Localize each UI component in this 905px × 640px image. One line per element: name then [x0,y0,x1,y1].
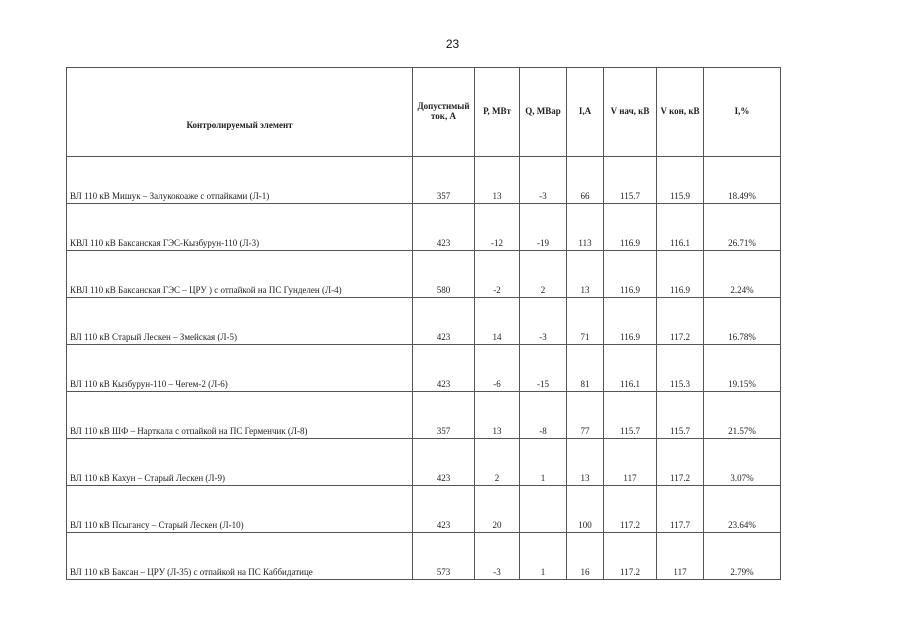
cell-i: 81 [567,345,604,392]
header-v-end: V кон, кВ [657,68,704,157]
cell-p: 13 [475,157,520,204]
cell-i-pct: 26.71% [704,204,781,251]
cell-v-start: 116.9 [604,251,657,298]
cell-v-start: 115.7 [604,157,657,204]
cell-element: ВЛ 110 кВ Баксан – ЦРУ (Л-35) с отпайкой на ПС Каббидатице [67,533,413,580]
cell-v-start: 116.1 [604,345,657,392]
table-row [67,345,781,392]
cell-q: 1 [520,533,567,580]
cell-p: 13 [475,392,520,439]
cell-p: -6 [475,345,520,392]
header-p: Р, МВт [475,68,520,157]
cell-v-end: 117 [657,533,704,580]
cell-q: -19 [520,204,567,251]
table-row [67,204,781,251]
cell-v-end: 117.2 [657,298,704,345]
cell-v-end: 115.3 [657,345,704,392]
cell-i-pct: 16.78% [704,298,781,345]
table-row [67,157,781,204]
cell-q [520,486,567,533]
cell-v-start: 115.7 [604,392,657,439]
cell-element: КВЛ 110 кВ Баксанская ГЭС – ЦРУ ) с отпайкой на ПС Гунделен (Л-4) [67,251,413,298]
cell-i-pct: 3.07% [704,439,781,486]
cell-element: ВЛ 110 кВ ШФ – Нарткала с отпайкой на ПС Герменчик (Л-8) [67,392,413,439]
table-row [67,392,781,439]
cell-i: 13 [567,439,604,486]
cell-allowed-current: 423 [413,486,475,533]
cell-allowed-current: 423 [413,439,475,486]
cell-allowed-current: 423 [413,345,475,392]
cell-v-start: 117 [604,439,657,486]
cell-q: 2 [520,251,567,298]
cell-v-end: 115.7 [657,392,704,439]
table-row [67,486,781,533]
cell-element: КВЛ 110 кВ Баксанская ГЭС-Кызбурун-110 (Л-3) [67,204,413,251]
cell-i-pct: 19.15% [704,345,781,392]
table-header-row [67,68,781,157]
cell-v-start: 117.2 [604,533,657,580]
header-i-pct: I,% [704,68,781,157]
cell-i: 66 [567,157,604,204]
cell-v-start: 116.9 [604,298,657,345]
control-elements-table [66,67,781,580]
cell-element: ВЛ 110 кВ Кызбурун-110 – Чегем-2 (Л-6) [67,345,413,392]
cell-p: -2 [475,251,520,298]
cell-v-end: 116.1 [657,204,704,251]
cell-v-end: 116.9 [657,251,704,298]
cell-q: 1 [520,439,567,486]
cell-v-end: 115.9 [657,157,704,204]
cell-element: ВЛ 110 кВ Мишук – Залукокоаже с отпайками (Л-1) [67,157,413,204]
cell-i: 77 [567,392,604,439]
page-number: 23 [445,37,460,51]
cell-element: ВЛ 110 кВ Псыгансу – Старый Лескен (Л-10) [67,486,413,533]
table-row [67,439,781,486]
cell-i: 113 [567,204,604,251]
cell-i-pct: 18.49% [704,157,781,204]
cell-p: 2 [475,439,520,486]
header-allowed-current: Допустимый ток, А [413,68,475,157]
cell-p: 20 [475,486,520,533]
cell-allowed-current: 357 [413,157,475,204]
cell-allowed-current: 573 [413,533,475,580]
cell-p: -3 [475,533,520,580]
cell-i: 71 [567,298,604,345]
cell-q: -8 [520,392,567,439]
cell-i: 13 [567,251,604,298]
cell-allowed-current: 580 [413,251,475,298]
cell-q: -3 [520,157,567,204]
cell-i: 16 [567,533,604,580]
cell-v-start: 116.9 [604,204,657,251]
table-row [67,533,781,580]
cell-v-end: 117.7 [657,486,704,533]
cell-v-start: 117.2 [604,486,657,533]
cell-i-pct: 2.24% [704,251,781,298]
cell-p: -12 [475,204,520,251]
cell-p: 14 [475,298,520,345]
cell-i-pct: 21.57% [704,392,781,439]
cell-i-pct: 2.79% [704,533,781,580]
table-body [67,157,781,580]
table-row [67,251,781,298]
header-q: Q, МВар [520,68,567,157]
cell-q: -15 [520,345,567,392]
header-element: Контролируемый элемент [67,68,413,157]
cell-element: ВЛ 110 кВ Старый Лескен – Змейская (Л-5) [67,298,413,345]
cell-q: -3 [520,298,567,345]
cell-allowed-current: 357 [413,392,475,439]
cell-v-end: 117.2 [657,439,704,486]
cell-allowed-current: 423 [413,298,475,345]
header-i: I,А [567,68,604,157]
table-row [67,298,781,345]
cell-i: 100 [567,486,604,533]
header-v-start: V нач, кВ [604,68,657,157]
cell-i-pct: 23.64% [704,486,781,533]
cell-element: ВЛ 110 кВ Кахун – Старый Лескен (Л-9) [67,439,413,486]
cell-allowed-current: 423 [413,204,475,251]
